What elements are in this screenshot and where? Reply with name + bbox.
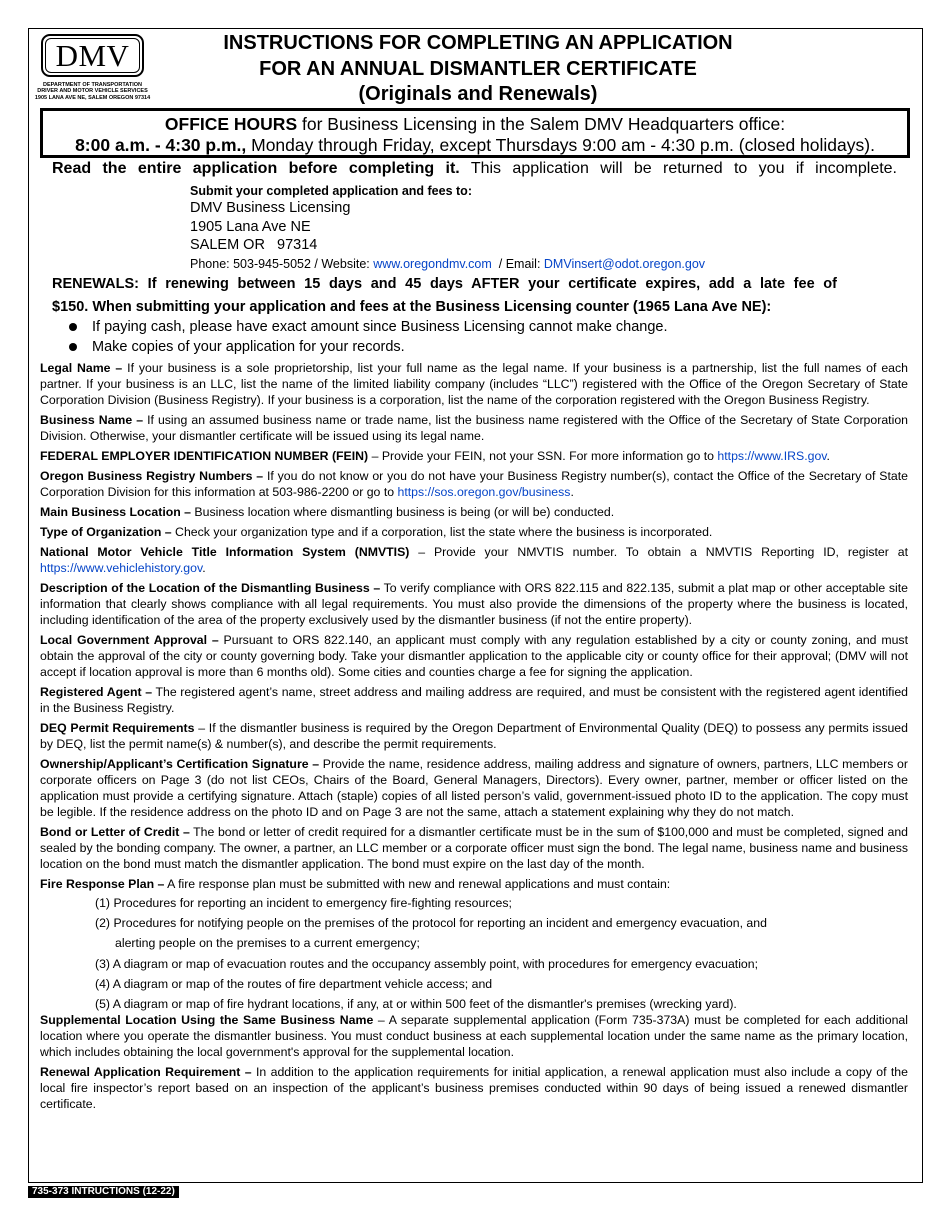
office-hours-days: Monday through Friday, except Thursdays 9:00 am - 4:30 p.m. (closed holidays). <box>246 135 875 155</box>
logo-caption-line: 1905 LANA AVE NE, SALEM OREGON 97314 <box>34 94 151 101</box>
list-item: (5) A diagram or map of fire hydrant locations, if any, at or within 500 feet of the dismantler's premises (wrecking yard). <box>95 996 737 1011</box>
section-main-location <box>40 504 908 520</box>
bullet-icon <box>69 343 77 351</box>
renewals-line-2: $150. When submitting your application and fees at the Business Licensing counter (1965 Lana Ave NE): <box>52 298 772 315</box>
office-hours-label: OFFICE HOURS <box>164 114 298 134</box>
instructions-body <box>40 360 908 1116</box>
website-link[interactable]: www.oregondmv.com <box>373 256 492 271</box>
section-text: The bond or letter of credit required for a dismantler certificate must be in the sum of $100,000 and must be completed, signed and sealed by the bonding company. The owner, a partner, an LLC member or a corporate officer must sign the bond. The legal name, business name and business location on the bond must match the dismantler application. The bond must expire on the last day of the month. <box>40 825 908 871</box>
page-title <box>168 31 788 108</box>
section-legal-name <box>40 360 908 408</box>
sos-link[interactable]: https://sos.oregon.gov/business <box>397 485 571 499</box>
section-heading: Ownership/Applicant’s Certification Signature – <box>40 757 320 771</box>
section-heading: Main Business Location – <box>40 505 192 519</box>
phone-text: Phone: 503-945-5052 / Website: <box>190 256 374 271</box>
section-text-end: . <box>570 485 574 499</box>
section-registered-agent <box>40 684 908 716</box>
section-heading: Legal Name – <box>40 361 123 375</box>
bullet-text: If paying cash, please have exact amount since Business Licensing cannot make change. <box>92 319 668 335</box>
section-supplemental-location <box>40 1012 908 1060</box>
section-business-name <box>40 412 908 444</box>
section-organization-type <box>40 524 908 540</box>
read-notice-bold: Read the entire application before completing it. <box>52 160 460 177</box>
section-heading: Supplemental Location Using the Same Business Name <box>40 1012 374 1027</box>
section-text: To verify compliance with ORS 822.115 and 822.135, submit a plat map or other acceptable site information that clearly shows compliance with all legal requirements. You must also provide the dimensions of the property where the business is located, including identification of the area of the property exclusively used by the dismantler business (if not the entire property). <box>40 581 909 627</box>
title-line-3: (Originals and Renewals) <box>358 83 598 105</box>
renewals-notice <box>52 273 837 318</box>
contact-line <box>190 256 705 272</box>
email-label: / Email: <box>491 256 544 271</box>
section-heading: Description of the Location of the Dismantling Business – <box>40 581 381 595</box>
submit-address-block <box>190 183 705 272</box>
section-text: – Provide your NMVTIS number. To obtain a NMVTIS Reporting ID, register at <box>409 545 908 559</box>
section-text-end: . <box>202 561 206 575</box>
section-text: – A separate supplemental application (Form 735-373A) must be completed for each additional location where you operate the dismantler business. You must conduct business at each supplemental location under the same name as the primary location, which includes obtaining the local government's approval for the supplemental location. <box>40 1012 908 1059</box>
section-text: If using an assumed business name or trade name, list the business name registered with the Office of the Secretary of State Corporation Division. Otherwise, your dismantler certificate will be issued using its legal name. <box>40 413 908 443</box>
section-fire-plan <box>40 876 908 1012</box>
list-item <box>68 317 668 337</box>
section-heading: FEDERAL EMPLOYER IDENTIFICATION NUMBER (FEIN) <box>40 449 369 463</box>
section-text: If your business is a sole proprietorship, list your full name as the legal name. If your business is a partnership, list the full names of each partner. If your business is an LLC, list the name of the limited liability company (includes “LLC”) registered with the Office of the Oregon Secretary of State Corporation Division (Business Registry). If your business is a corporation, list the name of the corporation registered with the Oregon Business Registry. <box>40 361 908 407</box>
title-line-2: FOR AN ANNUAL DISMANTLER CERTIFICATE <box>259 57 697 80</box>
section-heading: Oregon Business Registry Numbers – <box>40 469 264 483</box>
logo-text: DMV <box>55 38 130 73</box>
title-line-1: INSTRUCTIONS FOR COMPLETING AN APPLICATION <box>223 32 733 54</box>
section-text: – If the dismantler business is required by the Oregon Department of Environmental Quality (DEQ) to possess any permits issued by DEQ, list the permit name(s) & number(s), and describe the permit requirements. <box>40 721 908 751</box>
list-item-continued: alerting people on the premises to a current emergency; <box>115 936 420 951</box>
office-hours-time: 8:00 a.m. - 4:30 p.m., <box>75 135 247 155</box>
section-heading: Type of Organization – <box>40 525 172 539</box>
section-text: – Provide your FEIN, not your SSN. For more information go to <box>368 449 718 463</box>
section-text: The registered agent’s name, street address and mailing address are required, and must be consistent with the registered agent identified in the Business Registry. <box>40 685 908 715</box>
list-item: (1) Procedures for reporting an incident to emergency fire-fighting resources; <box>95 896 512 910</box>
list-item <box>68 337 668 357</box>
list-item: (2) Procedures for notifying people on the premises of the protocol for reporting an incident and emergency evacuation, and <box>95 916 767 931</box>
section-heading: Business Name – <box>40 413 144 427</box>
section-text: In addition to the application requirements for initial application, a renewal application must also include a copy of the local fire inspector’s report based on an inspection of the applicant’s business premises conducted within 90 days of being issued a renewed dismantler certificate. <box>40 1064 908 1111</box>
section-heading: National Motor Vehicle Title Information System (NMVTIS) <box>40 545 410 559</box>
submit-heading: Submit your completed application and fees to: <box>190 184 472 198</box>
section-heading: Registered Agent – <box>40 685 153 699</box>
bullet-text: Make copies of your application for your records. <box>92 339 405 355</box>
section-text: Provide the name, residence address, mailing address and signature of owners, partners, LLC members or corporate officers on Page 3 (do not list CEOs, Chairs of the Board, General Managers, Directors). Every owner, partner, member or officer listed on the application must provide a certifying signature. Attach (staple) copies of all listed person’s valid, government-issued photo ID to the application. The copy must be legible. If the residence address on the photo ID and on Page 3 are not the same, attach a statement explaining why they do not match. <box>40 757 908 819</box>
section-local-government <box>40 632 908 680</box>
email-link[interactable]: DMVinsert@odot.oregon.gov <box>543 256 706 271</box>
section-heading: Bond or Letter of Credit – <box>40 825 190 839</box>
irs-link[interactable]: https://www.IRS.gov <box>717 449 827 463</box>
address-line: 1905 Lana Ave NE <box>190 218 311 235</box>
section-text: If you do not know or you do not have your Business Registry number(s), contact the Office of the Secretary of State Corporation Division for this information at 503-986-2200 or go to <box>40 469 908 499</box>
read-notice-rest: This application will be returned to you if incomplete. <box>459 160 898 177</box>
vehiclehistory-link[interactable]: https://www.vehiclehistory.gov <box>40 561 203 575</box>
section-heading: Local Government Approval – <box>40 633 219 647</box>
section-text: Pursuant to ORS 822.140, an applicant must comply with any regulation established by a city or county zoning, and must obtain the approval of the city or county governing body. Take your dismantler application to the applicable city or county office for their approval; (DMV will not accept if location approval is more than 6 months old). Some cities and counties charge a fee for signing the application. <box>40 633 908 679</box>
address-line: DMV Business Licensing <box>190 200 351 216</box>
section-bond <box>40 824 908 872</box>
dmv-logo <box>41 34 144 77</box>
list-item: (3) A diagram or map of evacuation routes and the occupancy assembly point, with procedures for emergency evacuation; <box>95 956 759 971</box>
list-item: (4) A diagram or map of the routes of fire department vehicle access; and <box>95 976 493 991</box>
section-ownership-signature <box>40 756 908 820</box>
section-deq-permit <box>40 720 908 752</box>
read-notice <box>52 159 897 179</box>
section-business-registry <box>40 468 908 500</box>
section-text-end: . <box>826 449 830 463</box>
address-line: SALEM OR 97314 <box>190 237 318 253</box>
section-heading: DEQ Permit Requirements <box>40 721 195 735</box>
office-hours-box <box>40 108 910 158</box>
renewals-line-1: RENEWALS: If renewing between 15 days and 45 days AFTER your certificate expires, add a late fee of <box>52 276 837 292</box>
section-location-description <box>40 580 908 628</box>
logo-caption-line: DEPARTMENT OF TRANSPORTATION <box>43 82 142 88</box>
office-hours-text: for Business Licensing in the Salem DMV Headquarters office: <box>297 114 786 134</box>
section-renewal-requirement <box>40 1064 908 1112</box>
section-fein <box>40 448 908 464</box>
section-text: A fire response plan must be submitted with new and renewal applications and must contain: <box>164 877 671 891</box>
payment-bullets <box>68 317 668 357</box>
section-text: Check your organization type and if a corporation, list the state where the business is incorporated. <box>171 525 713 539</box>
section-heading: Fire Response Plan – <box>40 877 165 891</box>
logo-caption-line: DRIVER AND MOTOR VEHICLE SERVICES <box>37 88 148 95</box>
form-number: 735-373 INTRUCTIONS (12-22) <box>28 1186 179 1198</box>
section-heading: Renewal Application Requirement – <box>40 1064 252 1079</box>
logo-caption <box>30 82 155 101</box>
bullet-icon <box>69 323 77 331</box>
section-text: Business location where dismantling business is being (or will be) conducted. <box>191 505 615 519</box>
fire-plan-list <box>95 895 908 1012</box>
section-nmvtis <box>40 544 908 576</box>
